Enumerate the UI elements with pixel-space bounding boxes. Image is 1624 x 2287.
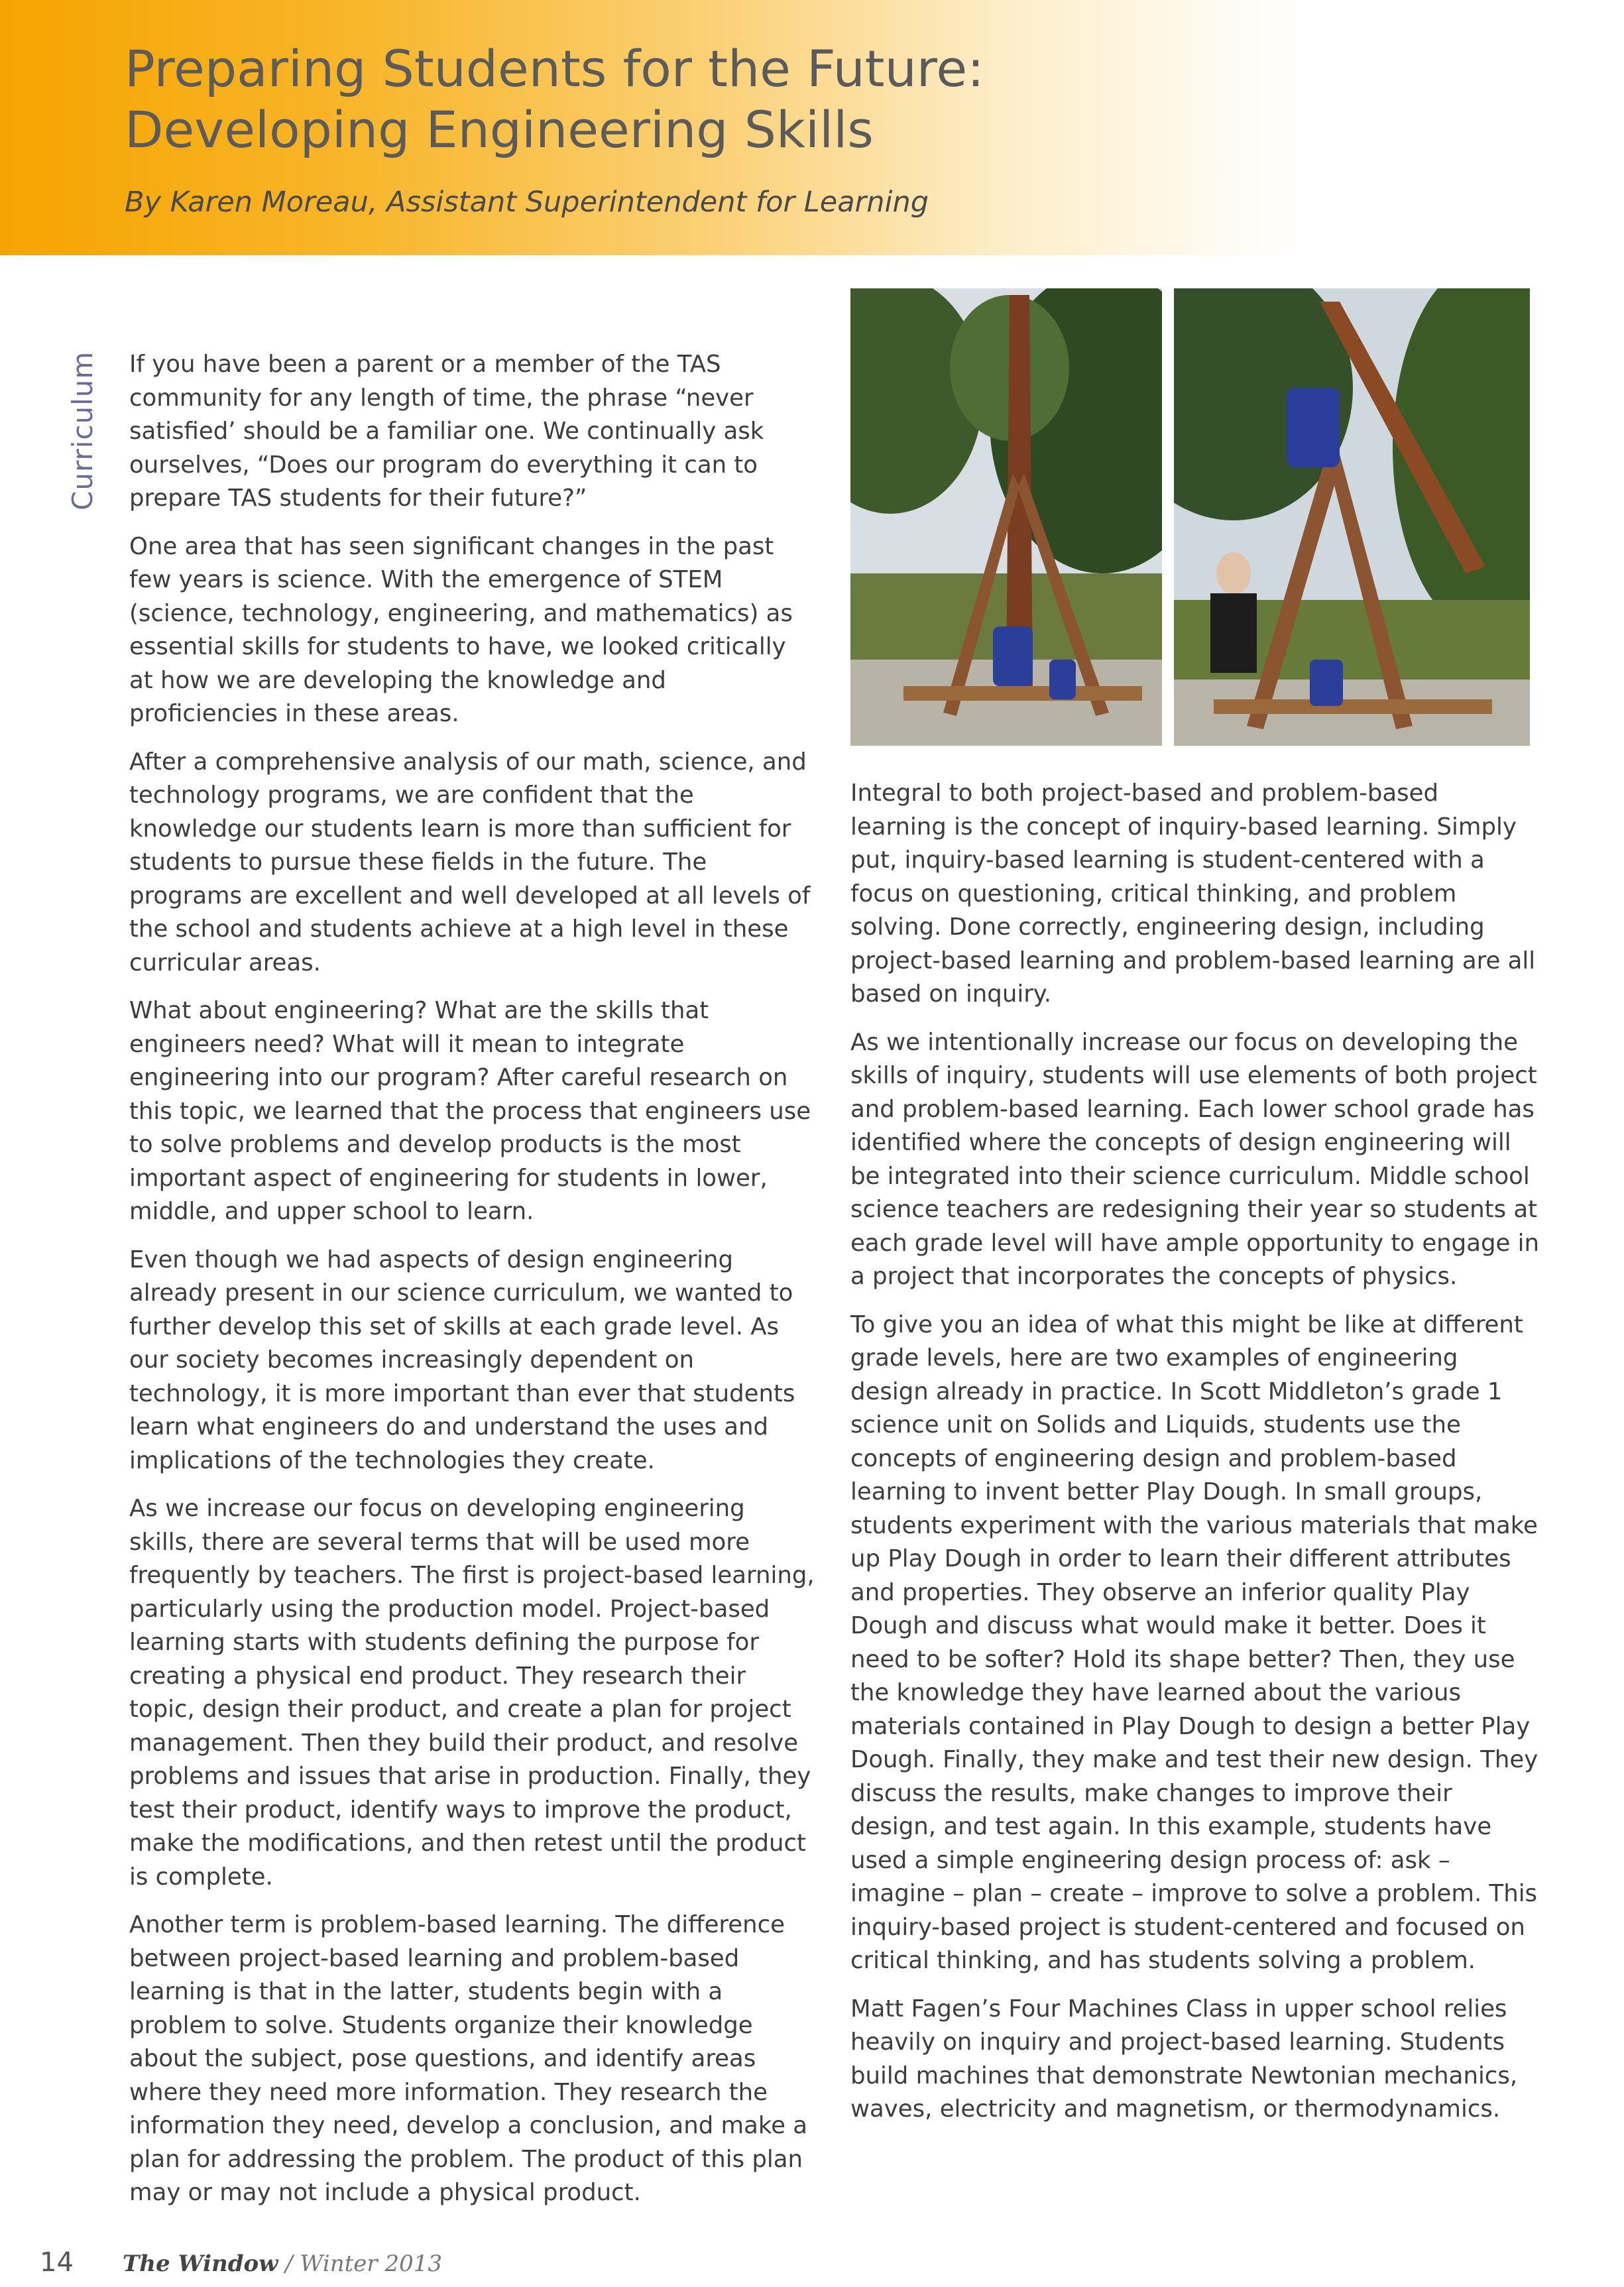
title-line-2: Developing Engineering Skills [125,100,874,159]
magazine-name: The Window [123,2251,278,2277]
page-footer [40,2247,442,2278]
section-tab-label: Curriculum [66,351,99,510]
paragraph: After a comprehensive analysis of our math, science, and technology programs, we are confident that the knowledge our students learn is more than sufficient for students to pursue these fields in the future. The programs are excellent and well developed at all levels of the school and students achieve at a high level in these curricular areas. [129,748,811,976]
photo-trebuchet-tower [850,288,1162,746]
paragraph: Even though we had aspects of design engineering already present in our science curriculum, we wanted to further develop this set of skills at each grade level. As our society becomes increasingly dependent on technology, it is more important than ever that students learn what engineers do and understand the uses and implications of the technologies they create. [129,1246,795,1474]
paragraph: As we increase our focus on developing engineering skills, there are several terms that will be used more frequently by teachers. The first is project-based learning, particularly using the production model. Project-based learning starts with students defining the purpose for creating a physical end product. They research their topic, design their product, and create a plan for project management. Then they build their product, and resolve problems and issues that arise in production. Finally, they test their product, identify ways to improve the product, make the modifications, and then retest until the product is complete. [129,1495,815,1891]
left-column [129,348,815,2225]
photo-trebuchet-barrel [1174,288,1530,746]
paragraph: One area that has seen significant changes in the past few years is science. With the emergence of STEM (science, technology, engineering, and mathematics) as essential skills for students to have, we looked critically at how we are developing the knowledge and proficiencies in these areas. [129,532,793,727]
paragraph: Another term is problem-based learning. The difference between project-based learning and problem-based learning is that in the latter, students begin with a problem to solve. Students organize their knowledge about the subject, pose questions, and identify areas where they need more information. They research the information they need, develop a conclusion, and make a plan for addressing the problem. The product of this plan may or may not include a physical product. [129,1911,808,2206]
right-column [850,777,1541,2141]
paragraph: As we intentionally increase our focus on developing the skills of inquiry, students will use elements of both project and problem-based learning. Each lower school grade has identified where the concepts of design engineering will be integrated into their science curriculum. Middle school science teachers are redesigning their year so students at each grade level will have ample opportunity to engage in a project that incorporates the concepts of physics. [850,1028,1539,1290]
paragraph: Integral to both project-based and problem-based learning is the concept of inquiry-based learning. Simply put, inquiry-based learning is student-centered with a focus on questioning, critical thinking, and problem solving. Done correctly, engineering design, including project-based learning and problem-based learning are all based on inquiry. [850,780,1536,1008]
section-tab [40,345,99,510]
paragraph: Matt Fagen’s Four Machines Class in upper school relies heavily on inquiry and project-based learning. Students build machines that demonstrate Newtonian mechanics, waves, electricity and magnetism, or thermodynamics. [850,1995,1518,2123]
title-line-1: Preparing Students for the Future: [125,39,984,98]
paragraph: If you have been a parent or a member of the TAS community for any length of time, the phrase “never satisfied’ should be a familiar one. We continually ask ourselves, “Does our program do everything it can to prepare TAS students for their future?” [129,351,764,512]
paragraph: To give you an idea of what this might be like at different grade levels, here are two examples of engineering design already in practice. In Scott Middleton’s grade 1 science unit on Solids and Liquids, students use the concepts of engineering design and problem-based learning to invent better Play Dough. In small groups, students experiment with the various materials that make up Play Dough in order to learn their different attributes and properties. They observe an inferior quality Play Dough and discuss what would make it better. Does it need to be softer? Hold its shape better? Then, they use the knowledge they have learned about the various materials contained in Play Dough to design a better Play Dough. Finally, they make and test their new design. They discuss the results, make changes to improve their design, and test again. In this example, students have used a simple engineering design process of: ask – imagine – plan – create – improve to solve a problem. This inquiry-based project is student-centered and focused on critical thinking, and has students solving a problem. [850,1311,1538,1974]
byline: By Karen Moreau, Assistant Superintendent for Learning [125,186,929,219]
page-number: 14 [40,2247,74,2278]
issue-label: / Winter 2013 [278,2251,442,2277]
header-banner [0,0,1624,255]
photo-pair [850,288,1530,746]
paragraph: What about engineering? What are the skills that engineers need? What will it mean to integrate engineering into our program? After careful research on this topic, we learned that the process that engineers use to solve problems and develop products is the most important aspect of engineering for students in lower, middle, and upper school to learn. [129,997,811,1225]
article-title [125,38,1119,160]
